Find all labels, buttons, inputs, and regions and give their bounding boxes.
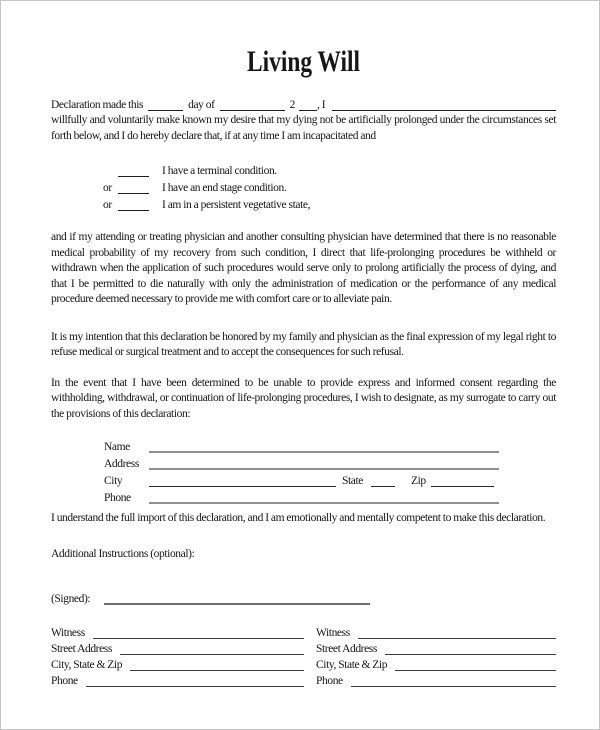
- witness-2-city-state-zip-line[interactable]: [395, 670, 556, 671]
- witness-2-street-address-line[interactable]: [385, 654, 556, 655]
- signature-row: [51, 591, 556, 607]
- surrogate-city-state-zip-row: [104, 472, 499, 489]
- witness-1-city-state-zip-line[interactable]: [130, 670, 304, 671]
- street-address-label: Street Address: [51, 642, 112, 655]
- terminal-condition-blank[interactable]: [118, 176, 149, 177]
- condition-label: I have an end stage condition.: [162, 181, 287, 194]
- year-prefix-text: 2: [289, 98, 295, 111]
- surrogate-phone-row: [104, 489, 499, 506]
- vegetative-state-blank[interactable]: [118, 210, 149, 211]
- city-state-zip-label: City, State & Zip: [316, 658, 388, 671]
- witness-2-phone-row: [316, 673, 556, 689]
- witness-label: Witness: [316, 626, 350, 639]
- witness-1-name-line[interactable]: [93, 638, 304, 639]
- signed-label: (Signed):: [51, 592, 91, 605]
- surrogate-contact-fields: [51, 438, 499, 506]
- witness-1-phone-row: [51, 673, 304, 689]
- witness-section: [51, 625, 556, 689]
- name-label: Name: [104, 440, 130, 453]
- surrogate-state-line[interactable]: [371, 486, 395, 487]
- surrogate-name-line[interactable]: [149, 451, 499, 453]
- surrogate-phone-line[interactable]: [149, 502, 499, 504]
- condition-label: I am in a persistent vegetative state,: [162, 198, 311, 211]
- surrogate-address-line[interactable]: [149, 468, 499, 470]
- witness-2-city-row: [316, 657, 556, 673]
- or-text: or: [103, 181, 112, 194]
- witness-1-street-address-line[interactable]: [120, 654, 304, 655]
- physician-determination-paragraph: and if my attending or treating physician and another consulting physician have determined that there is no reasonable medical probability of my recovery from such condition, I direct that life-prolonging procedures be withheld or withdrawn when the application of such procedures would serve only to prolong artificially the process of dying, and that I be permitted to die naturally with only the administration of medication or the performance of any medical procedure deemed necessary to provide me with comfort care or to alleviate pain.: [51, 231, 556, 305]
- street-address-label: Street Address: [316, 642, 377, 655]
- phone-label: Phone: [316, 674, 343, 687]
- condition-checklist: [51, 162, 556, 213]
- document-title: Living Will: [247, 45, 360, 78]
- declaration-continuation-text: willfully and voluntarily make known my desire that my dying not be artificially prolonged under the circumstances set forth below, and I do hereby declare that, if at any time I am incapacitated and: [51, 114, 556, 142]
- or-text: or: [103, 198, 112, 211]
- city-label: City: [104, 474, 123, 487]
- witness-2-column: [316, 625, 556, 689]
- zip-label: Zip: [411, 474, 426, 487]
- condition-label: I have a terminal condition.: [162, 164, 277, 177]
- surrogate-city-line[interactable]: [149, 486, 336, 487]
- surrogate-designation-paragraph: In the event that I have been determined to be unable to provide express and informed consent regarding the withholding, withdrawal, or continuation of life-prolonging procedures, I wish to designate, as my surrogate to carry out the provisions of this declaration:: [51, 376, 556, 420]
- signature-line[interactable]: [104, 603, 370, 605]
- witness-2-name-line[interactable]: [358, 638, 556, 639]
- witness-2-name-row: [316, 625, 556, 641]
- day-of-text: day of: [188, 98, 215, 111]
- day-blank[interactable]: [148, 110, 183, 111]
- condition-row-end-stage: [51, 179, 556, 196]
- witness-label: Witness: [51, 626, 85, 639]
- declarant-name-blank[interactable]: [332, 110, 556, 111]
- witness-2-street-row: [316, 641, 556, 657]
- witness-1-phone-line[interactable]: [86, 686, 304, 687]
- declaration-date-line: [51, 97, 556, 113]
- witness-1-name-row: [51, 625, 304, 641]
- address-label: Address: [104, 457, 139, 470]
- additional-instructions-label: Additional Instructions (optional):: [51, 547, 195, 560]
- surrogate-zip-line[interactable]: [431, 486, 494, 487]
- witness-1-city-row: [51, 657, 304, 673]
- witness-2-phone-line[interactable]: [351, 686, 556, 687]
- state-label: State: [342, 474, 363, 487]
- witness-1-column: [51, 625, 304, 689]
- end-stage-condition-blank[interactable]: [118, 193, 149, 194]
- month-blank[interactable]: [220, 110, 285, 111]
- surrogate-address-row: [104, 455, 499, 472]
- intro-lead-text: Declaration made this: [51, 98, 144, 111]
- phone-label: Phone: [104, 491, 131, 504]
- year-blank[interactable]: [299, 110, 317, 111]
- witness-1-street-row: [51, 641, 304, 657]
- intention-paragraph: It is my intention that this declaration be honored by my family and physician as the final expression of my legal right to refuse medical or surgical treatment and to accept the consequences for such refusal.: [51, 330, 556, 358]
- city-state-zip-label: City, State & Zip: [51, 658, 123, 671]
- condition-row-vegetative: [51, 196, 556, 213]
- phone-label: Phone: [51, 674, 78, 687]
- condition-row-terminal: [51, 162, 556, 179]
- comma-i-text: , I: [316, 98, 326, 111]
- competence-paragraph: I understand the full import of this declaration, and I am emotionally and mentally competent to make this declaration.: [51, 512, 546, 524]
- surrogate-name-row: [104, 438, 499, 455]
